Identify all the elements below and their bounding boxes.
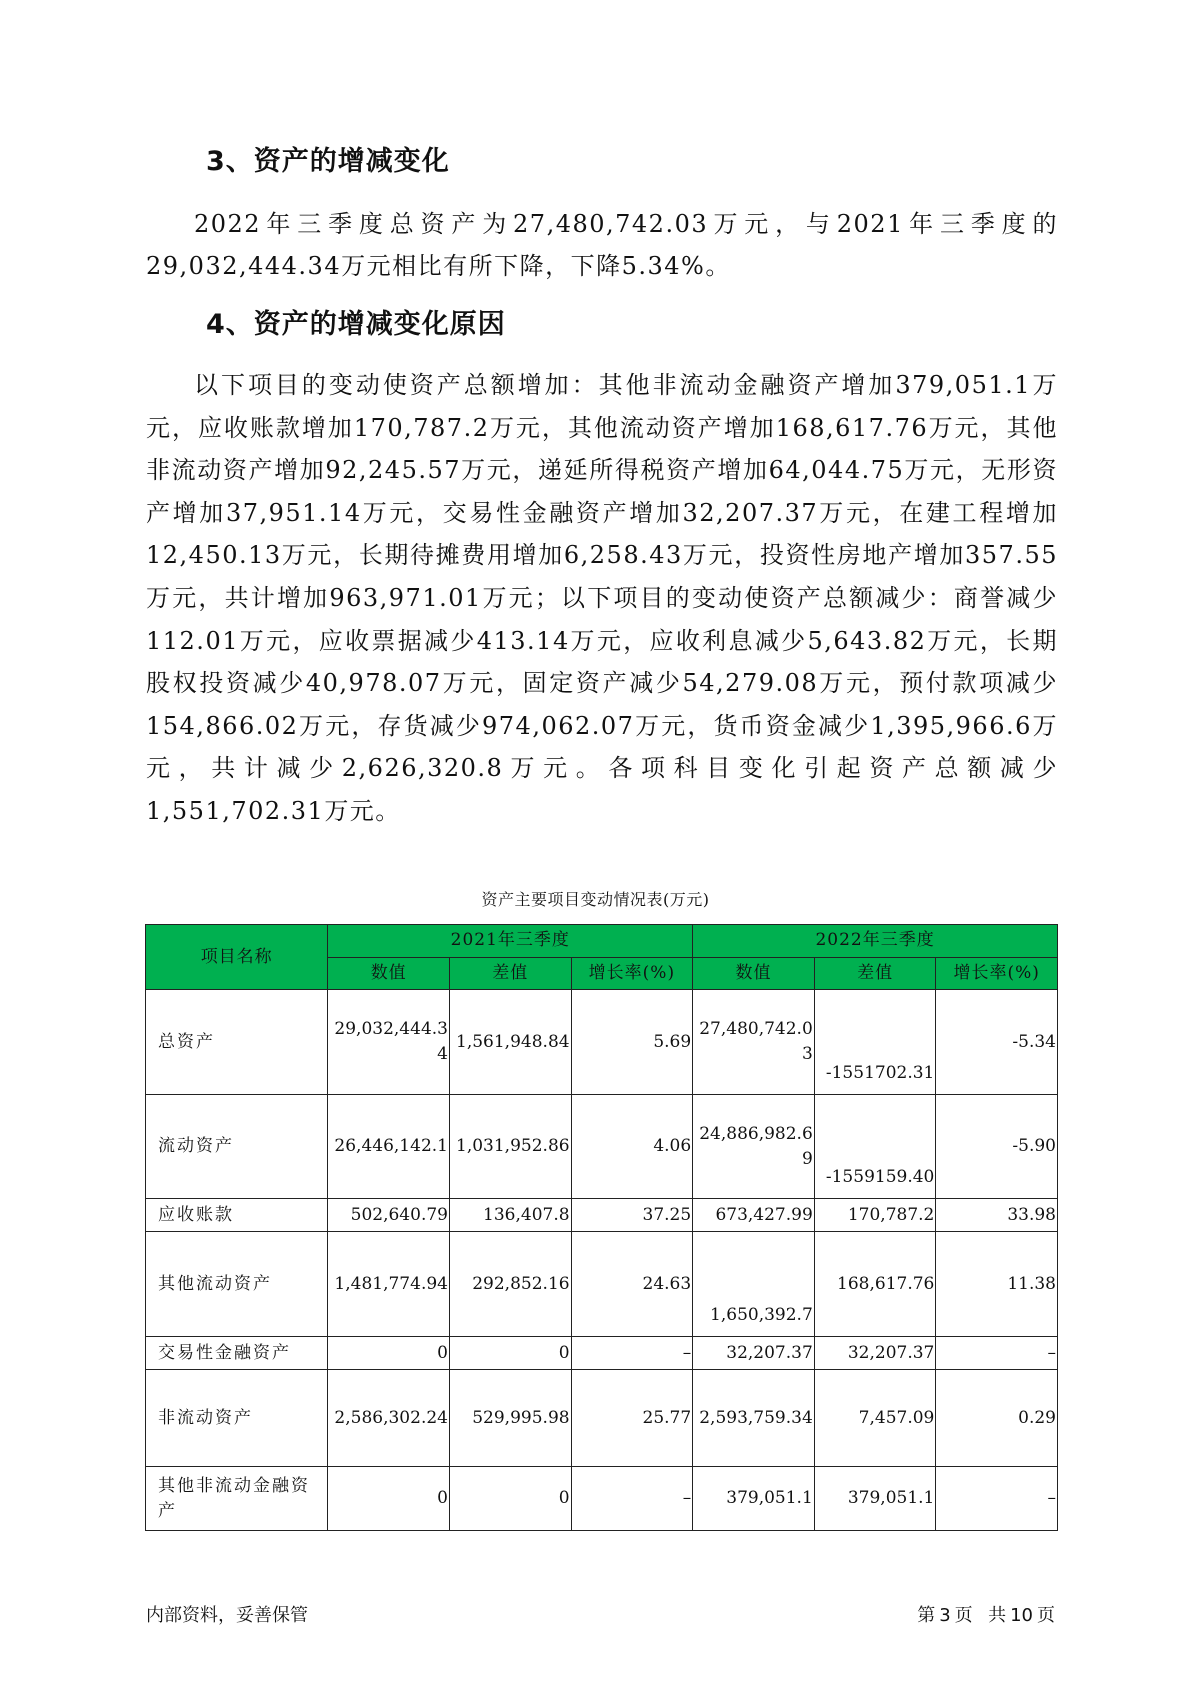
header-value-2021: 数值 bbox=[328, 957, 450, 990]
table-row bbox=[146, 1232, 1058, 1337]
header-value-2022: 数值 bbox=[693, 957, 815, 990]
cell-value-2021: 2,586,302.24 bbox=[328, 1370, 450, 1467]
total-prefix: 共 bbox=[988, 1605, 1007, 1626]
row-label: 应收账款 bbox=[146, 1199, 328, 1232]
cell-value-2021: 502,640.79 bbox=[328, 1199, 450, 1232]
cell-value-2022: 2,593,759.34 bbox=[693, 1370, 815, 1467]
cell-growth-2022: -5.34 bbox=[936, 990, 1058, 1095]
row-label: 流动资产 bbox=[146, 1095, 328, 1199]
cell-diff-2021: 529,995.98 bbox=[449, 1370, 571, 1467]
cell-diff-2021: 0 bbox=[449, 1337, 571, 1370]
row-label: 非流动资产 bbox=[146, 1370, 328, 1467]
cell-growth-2022: 11.38 bbox=[936, 1232, 1058, 1337]
cell-diff-2021: 136,407.8 bbox=[449, 1199, 571, 1232]
cell-growth-2022: – bbox=[936, 1467, 1058, 1531]
page-current: 3 bbox=[939, 1605, 951, 1626]
cell-value-2021: 29,032,444.34 bbox=[328, 990, 450, 1095]
cell-growth-2021: – bbox=[571, 1467, 693, 1531]
cell-value-2022: 24,886,982.69 bbox=[693, 1095, 815, 1199]
cell-value-2022: 32,207.37 bbox=[693, 1337, 815, 1370]
header-diff-2021: 差值 bbox=[449, 957, 571, 990]
cell-growth-2022: 33.98 bbox=[936, 1199, 1058, 1232]
cell-diff-2021: 0 bbox=[449, 1467, 571, 1531]
cell-diff-2022: -1551702.31 bbox=[814, 990, 936, 1095]
cell-diff-2021: 1,561,948.84 bbox=[449, 990, 571, 1095]
header-item-name: 项目名称 bbox=[146, 925, 328, 990]
cell-value-2022: 1,650,392.7 bbox=[693, 1232, 815, 1337]
cell-value-2021: 26,446,142.1 bbox=[328, 1095, 450, 1199]
cell-value-2022: 27,480,742.03 bbox=[693, 990, 815, 1095]
cell-growth-2021: – bbox=[571, 1337, 693, 1370]
cell-value-2021: 1,481,774.94 bbox=[328, 1232, 450, 1337]
table-row bbox=[146, 1370, 1058, 1467]
row-label: 总资产 bbox=[146, 990, 328, 1095]
page-total: 10 bbox=[1010, 1605, 1033, 1626]
cell-growth-2021: 25.77 bbox=[571, 1370, 693, 1467]
cell-growth-2021: 5.69 bbox=[571, 990, 693, 1095]
cell-growth-2022: 0.29 bbox=[936, 1370, 1058, 1467]
header-growth-2021: 增长率(%) bbox=[571, 957, 693, 990]
cell-diff-2022: 32,207.37 bbox=[814, 1337, 936, 1370]
header-period-2021: 2021年三季度 bbox=[328, 925, 693, 958]
cell-value-2022: 673,427.99 bbox=[693, 1199, 815, 1232]
cell-diff-2021: 1,031,952.86 bbox=[449, 1095, 571, 1199]
table-row bbox=[146, 990, 1058, 1095]
table-row bbox=[146, 1337, 1058, 1370]
cell-growth-2022: – bbox=[936, 1337, 1058, 1370]
table-row bbox=[146, 1467, 1058, 1531]
page-word: 页 bbox=[954, 1605, 973, 1626]
cell-growth-2021: 4.06 bbox=[571, 1095, 693, 1199]
footer-page-number bbox=[915, 1601, 1057, 1627]
cell-diff-2022: 379,051.1 bbox=[814, 1467, 936, 1531]
cell-diff-2022: 168,617.76 bbox=[814, 1232, 936, 1337]
total-word: 页 bbox=[1037, 1605, 1055, 1626]
table-row bbox=[146, 1199, 1058, 1232]
row-label: 其他流动资产 bbox=[146, 1232, 328, 1337]
section-heading-asset-change: 3、资产的增减变化 bbox=[206, 146, 450, 177]
table-body bbox=[146, 990, 1058, 1531]
cell-diff-2021: 292,852.16 bbox=[449, 1232, 571, 1337]
cell-value-2022: 379,051.1 bbox=[693, 1467, 815, 1531]
cell-diff-2022: 170,787.2 bbox=[814, 1199, 936, 1232]
cell-diff-2022: -1559159.40 bbox=[814, 1095, 936, 1199]
cell-value-2021: 0 bbox=[328, 1337, 450, 1370]
footer-confidential-note: 内部资料，妥善保管 bbox=[146, 1605, 308, 1626]
cell-growth-2021: 37.25 bbox=[571, 1199, 693, 1232]
cell-growth-2022: -5.90 bbox=[936, 1095, 1058, 1199]
page-prefix: 第 bbox=[917, 1605, 936, 1626]
paragraph-asset-change-reasons: 以下项目的变动使资产总额增加：其他非流动金融资产增加379,051.1万元，应收账款增加170,787.2万元，其他流动资产增加168,617.76万元，其他非流动资产增加92,245.57万元，递延所得税资产增加64,044.75万元，无形资产增加37,951.14万元，交易性金融资产增加32,207.37万元，在建工程增加12,450.13万元，长期待摊费用增加6,258.43万元，投资性房地产增加357.55万元，共计增加963,971.01万元；以下项目的变动使资产总额减少：商誉减少112.01万元，应收票据减少413.14万元，应收利息减少5,643.82万元，长期股权投资减少40,978.07万元，固定资产减少54,279.08万元，预付款项减少154,866.02万元，存货减少974,062.07万元，货币资金减少1,395,966.6万元，共计减少2,626,320.8万元。各项科目变化引起资产总额减少1,551,702.31万元。 bbox=[146, 371, 1058, 825]
table-caption: 资产主要项目变动情况表(万元) bbox=[481, 890, 710, 909]
cell-diff-2022: 7,457.09 bbox=[814, 1370, 936, 1467]
paragraph-asset-change: 2022年三季度总资产为27,480,742.03万元，与2021年三季度的29,032,444.34万元相比有所下降，下降5.34%。 bbox=[146, 210, 1058, 280]
section-heading-asset-change-reasons: 4、资产的增减变化原因 bbox=[206, 309, 506, 340]
header-diff-2022: 差值 bbox=[814, 957, 936, 990]
row-label: 交易性金融资产 bbox=[146, 1337, 328, 1370]
row-label: 其他非流动金融资产 bbox=[146, 1467, 328, 1531]
header-growth-2022: 增长率(%) bbox=[936, 957, 1058, 990]
cell-growth-2021: 24.63 bbox=[571, 1232, 693, 1337]
cell-value-2021: 0 bbox=[328, 1467, 450, 1531]
asset-change-table bbox=[145, 924, 1058, 1531]
table-row bbox=[146, 1095, 1058, 1199]
header-period-2022: 2022年三季度 bbox=[693, 925, 1058, 958]
table-header bbox=[146, 925, 1058, 990]
